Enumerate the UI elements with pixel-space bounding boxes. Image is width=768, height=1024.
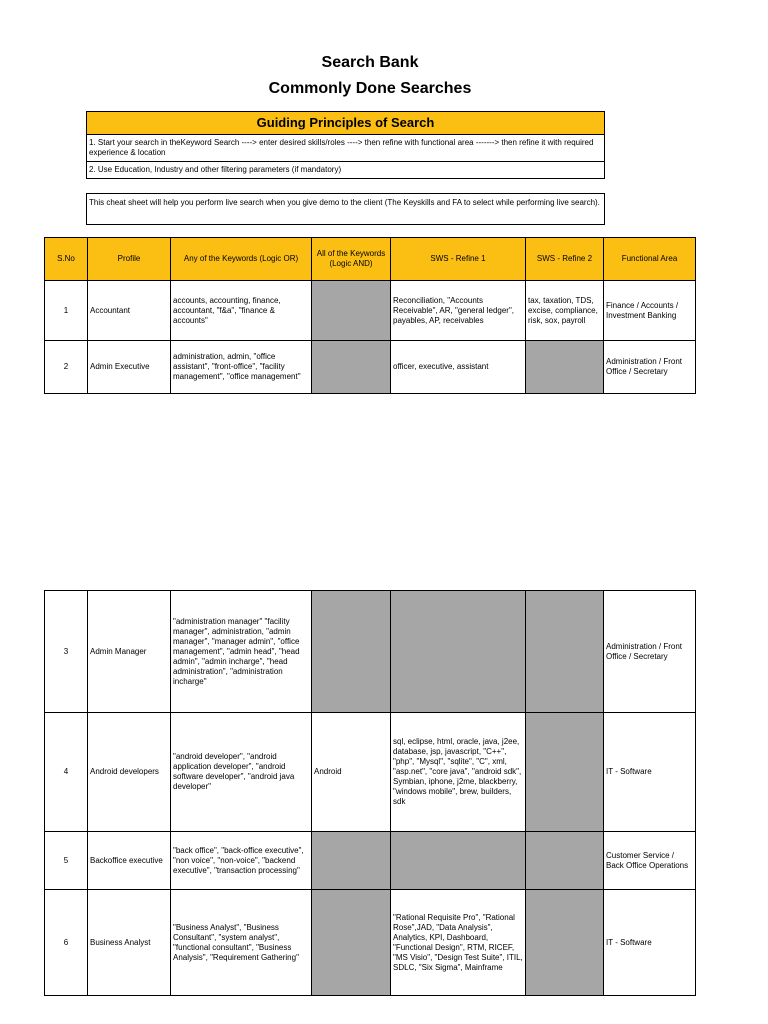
cheat-sheet-note: This cheat sheet will help you perform live search when you give demo to the client (The Keyskills and FA to select while performing live search). [86,193,605,225]
cell-sws-refine-2 [526,713,604,832]
guiding-principle-1: 1. Start your search in theKeyword Search ----> enter desired skills/roles ----> then refine with functional area -------> then refine it with required experience & location [89,138,594,157]
page-subtitle: Commonly Done Searches [268,80,472,97]
header-all-keywords: All of the Keywords (Logic AND) [312,238,391,281]
page-title: Search Bank [321,54,419,71]
cell-sno: 5 [45,832,88,890]
cell-profile: Admin Executive [88,341,171,394]
table-row [45,341,696,394]
cell-any-keywords: "Business Analyst", "Business Consultant", "system analyst", "functional consultant", "Business Analysis", "Requirement Gathering" [171,890,312,996]
header-sws-refine-1: SWS - Refine 1 [391,238,526,281]
table-row [45,713,696,832]
cell-functional-area: Finance / Accounts / Investment Banking [604,281,696,341]
search-table-bottom [44,590,696,996]
cell-functional-area: Administration / Front Office / Secretary [604,341,696,394]
table-row [45,281,696,341]
cell-any-keywords: accounts, accounting, finance, accountant, "f&a", "finance & accounts" [171,281,312,341]
cell-functional-area: IT - Software [604,890,696,996]
cell-sws-refine-2: tax, taxation, TDS, excise, compliance, risk, sox, payroll [526,281,604,341]
header-any-keywords: Any of the Keywords (Logic OR) [171,238,312,281]
cell-sws-refine-2 [526,832,604,890]
cell-any-keywords: "back office", "back-office executive", "non voice", "non-voice", "backend executive", "transaction processing" [171,832,312,890]
table-header-row [45,238,696,281]
cell-profile: Backoffice executive [88,832,171,890]
cell-all-keywords: Android [312,713,391,832]
guiding-principles-box [86,111,605,179]
table-row [45,591,696,713]
cell-profile: Accountant [88,281,171,341]
header-sno: S.No [45,238,88,281]
cell-sws-refine-1: sql, eclipse, html, oracle, java, j2ee, database, jsp, javascript, "C++", "php", "Mysql", "sqlite", "C", xml, "asp.net", "core java", "android sdk", Symbian, iphone, j2me, blackberry, "windows mobile", brew, builders, sdk [391,713,526,832]
cell-profile: Android developers [88,713,171,832]
header-functional-area: Functional Area [604,238,696,281]
search-table-top [44,237,696,394]
header-sws-refine-2: SWS - Refine 2 [526,238,604,281]
cell-sws-refine-2 [526,341,604,394]
cell-sws-refine-1 [391,591,526,713]
cell-sno: 1 [45,281,88,341]
cell-sws-refine-1: Reconciliation, "Accounts Receivable", AR, "general ledger", payables, AP, receivables [391,281,526,341]
cell-all-keywords [312,281,391,341]
cell-functional-area: IT - Software [604,713,696,832]
cell-functional-area: Customer Service / Back Office Operations [604,832,696,890]
cell-sno: 4 [45,713,88,832]
cell-all-keywords [312,832,391,890]
cell-sws-refine-1: "Rational Requisite Pro", "Rational Rose",JAD, "Data Analysis", Analytics, KPI, Dashboard, "Functional Design", RTM, RICEF, "MS Visio", "Design Test Suite", ITIL, SDLC, "Six Sigma", Mainframe [391,890,526,996]
cell-all-keywords [312,890,391,996]
cell-sno: 6 [45,890,88,996]
cell-any-keywords: administration, admin, "office assistant", "front-office", "facility management", "office management" [171,341,312,394]
guiding-principle-2: 2. Use Education, Industry and other filtering parameters (if mandatory) [87,161,604,178]
cell-profile: Business Analyst [88,890,171,996]
guiding-principles-heading: Guiding Principles of Search [87,112,604,135]
cell-sws-refine-2 [526,890,604,996]
cell-sno: 3 [45,591,88,713]
table-row [45,890,696,996]
cell-sws-refine-1 [391,832,526,890]
cell-all-keywords [312,341,391,394]
cell-sws-refine-2 [526,591,604,713]
cell-sno: 2 [45,341,88,394]
cell-all-keywords [312,591,391,713]
cell-functional-area: Administration / Front Office / Secretary [604,591,696,713]
cell-sws-refine-1: officer, executive, assistant [391,341,526,394]
cell-any-keywords: "administration manager" "facility manager", administration, "admin manager", "manager admin", "office management", "admin head", "head admin", "admin incharge", "head administration", "administration incharge" [171,591,312,713]
header-profile: Profile [88,238,171,281]
cell-any-keywords: "android developer", "android application developer", "android software developer", "android java developer" [171,713,312,832]
table-row [45,832,696,890]
cell-profile: Admin Manager [88,591,171,713]
